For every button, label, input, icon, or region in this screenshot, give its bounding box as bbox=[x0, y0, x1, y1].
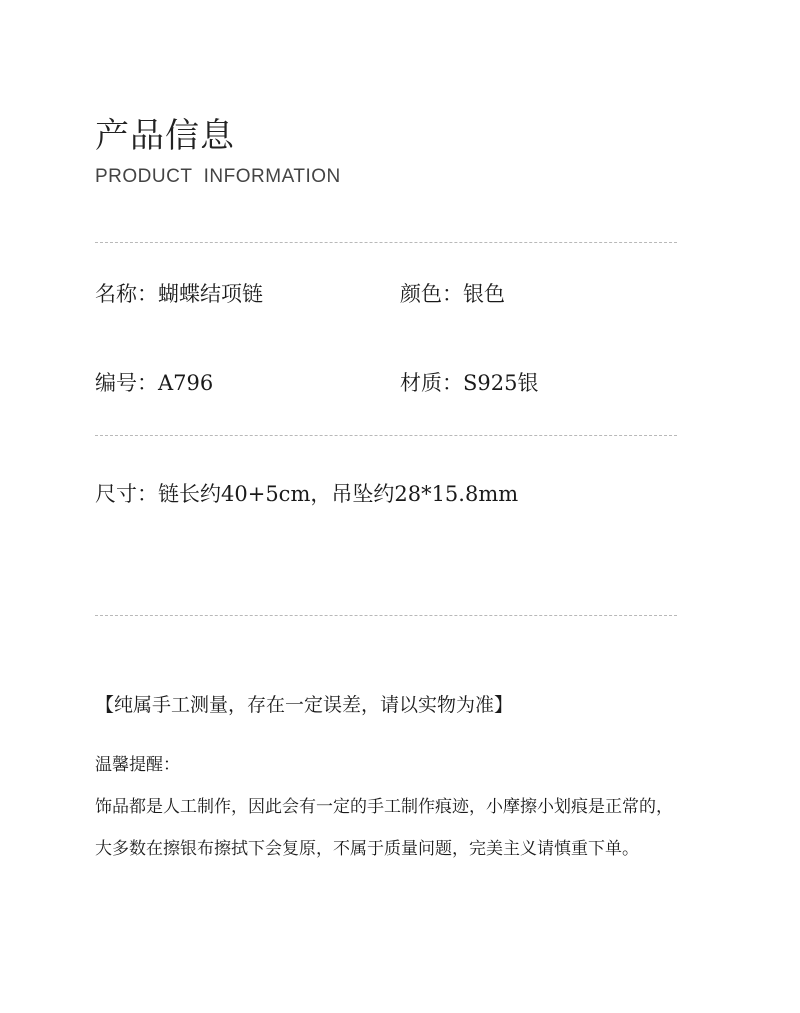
page-title-cn: 产品信息 bbox=[95, 116, 235, 156]
field-name: 名称：蝴蝶结项链 bbox=[95, 282, 263, 306]
field-material: 材质：S925银 bbox=[400, 371, 539, 395]
divider-top bbox=[95, 242, 677, 243]
measurement-note: 【纯属手工测量，存在一定误差，请以实物为准】 bbox=[95, 694, 514, 716]
divider-middle bbox=[95, 435, 677, 436]
field-size: 尺寸：链长约40+5cm，吊坠约28*15.8mm bbox=[95, 482, 519, 506]
tips-heading: 温馨提醒： bbox=[95, 755, 180, 775]
divider-bottom bbox=[95, 615, 677, 616]
field-code: 编号：A796 bbox=[95, 371, 214, 395]
field-color: 颜色：银色 bbox=[400, 282, 505, 306]
page-title-en: PRODUCT INFORMATION bbox=[95, 166, 341, 187]
tips-line: 饰品都是人工制作，因此会有一定的手工制作痕迹，小摩擦小划痕是正常的， bbox=[95, 797, 673, 817]
tips-line: 大多数在擦银布擦拭下会复原，不属于质量问题，完美主义请慎重下单。 bbox=[95, 839, 639, 859]
